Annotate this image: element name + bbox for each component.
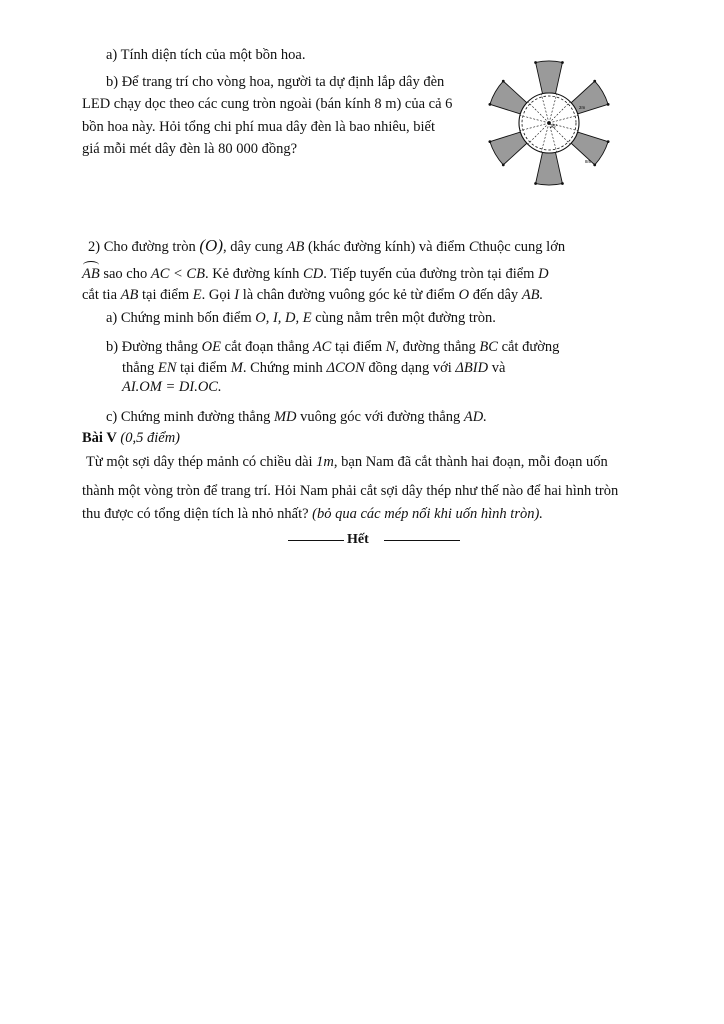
angle-label: 25° (550, 124, 558, 130)
q2b-text: đồng dạng với (368, 360, 452, 376)
question-1a: a) Tính diện tích của một bồn hoa. (106, 47, 306, 63)
q2-text: đến dây (472, 287, 519, 303)
q2c (106, 406, 487, 428)
q2c-line-MD: MD (273, 409, 297, 425)
bai5-text: , bạn Nam đã cắt thành hai đoạn, mỗi đoạn uốn (333, 454, 608, 470)
q2-diameter-CD: CD (303, 266, 324, 282)
q1b-line-3: bồn hoa này. Hỏi tổng chi phí mua dây đèn là bao nhiêu, biết (82, 118, 436, 135)
sector-corner-point (561, 182, 564, 185)
flower-bed-sector (536, 152, 563, 185)
sector-corner-point (502, 163, 505, 166)
bai5-length: 1m (316, 454, 334, 470)
sector-corner-point (561, 61, 564, 64)
q2b-text: thẳng (122, 360, 155, 376)
end-rule-right (384, 540, 460, 541)
q2-point-C: C (468, 239, 479, 255)
bai5-label: Bài V (82, 430, 117, 446)
q2b-point-M: M (230, 360, 243, 376)
q2-chord-AB: AB (286, 239, 305, 255)
sector-corner-point (593, 163, 596, 166)
q2b-text: b) Đường thẳng (106, 339, 199, 355)
sector-corner-point (488, 103, 491, 106)
q2b-text: cắt đường (501, 339, 560, 355)
q2b-text: . Chứng minh (242, 360, 323, 376)
q2-point-O: O (458, 287, 470, 303)
q1b-line-4: giá mỗi mét dây đèn là 80 000 đồng? (82, 141, 298, 158)
q2b-line-OE: OE (201, 339, 222, 355)
q2-text: 2) Cho đường tròn (88, 239, 196, 255)
q2-text: cắt tia (82, 287, 118, 303)
q2b-text: tại điểm (180, 360, 228, 376)
q2-line-3 (82, 284, 543, 306)
sector-corner-point (534, 61, 537, 64)
bai5-points: (0,5 điểm) (120, 430, 181, 446)
q2-text: là chân đường vuông góc kẻ từ điểm (242, 287, 455, 303)
q1b-line-1: b) Để trang trí cho vòng hoa, người ta dự định lắp dây đèn (106, 74, 445, 90)
q2b-text: cắt đoạn thẳng (224, 339, 310, 355)
bai5-line-1 (86, 451, 608, 473)
q2b-point-N: N (385, 339, 396, 355)
q2-circle-O: (O) (199, 236, 223, 255)
end-marker (288, 529, 460, 549)
q2-text: , dây cung (223, 239, 283, 255)
flower-bed-sector (536, 61, 563, 94)
q2-text: . Gọi (201, 287, 231, 303)
sector-corner-point (502, 80, 505, 83)
outer-radius-label: 8m (585, 159, 592, 164)
q2-text: tại điểm (142, 287, 190, 303)
q2b-equation: AI.OM = DI.OC. (122, 379, 222, 395)
bai5-note: (bỏ qua các mép nối khi uốn hình tròn). (312, 506, 543, 522)
q2-chord-AB-end: AB. (521, 287, 544, 303)
q2b-text: tại điểm (334, 339, 383, 355)
end-text: Hết (347, 532, 369, 547)
flower-bed-sector (490, 132, 527, 165)
q2-text: sao cho (103, 266, 148, 282)
bai5-line-2: thành một vòng tròn để trang trí. Hỏi Nam phải cắt sợi dây thép như thế nào để hai hình tròn (82, 483, 619, 499)
q2a (106, 307, 496, 329)
q2b-triangle-CON: ΔCON (326, 360, 365, 376)
q2b-line-BC: BC (479, 339, 498, 355)
q2-arc-AB: AB (82, 263, 100, 285)
question-1b (82, 71, 482, 161)
sector-corner-point (607, 103, 610, 106)
sector-corner-point (593, 80, 596, 83)
bai5-heading (82, 427, 180, 449)
q2b-triangle-BID: ΔBID (455, 360, 489, 376)
q2c-text: c) Chứng minh đường thẳng (106, 409, 271, 425)
q2-line-1 (88, 233, 565, 259)
q2-inequality: AC < CB (150, 266, 205, 282)
bai5-text: thu được có tổng diện tích là nhỏ nhất? (82, 506, 309, 522)
sector-corner-point (534, 182, 537, 185)
flower-bed-sector (571, 81, 608, 114)
q2-text: . Tiếp tuyến của đường tròn tại điểm (323, 266, 535, 282)
q2-text: thuộc cung lớn (478, 239, 566, 255)
q2c-text: vuông góc với đường thẳng (300, 409, 461, 425)
q2-point-E: E (192, 287, 202, 303)
q2-point-D: D (538, 266, 549, 282)
q2a-points: O, I, D, E (255, 310, 312, 326)
flower-bed-sector (490, 81, 527, 114)
bai5-text: Từ một sợi dây thép mảnh có chiều dài (86, 454, 313, 470)
q2-point-I: I (234, 287, 240, 303)
sector-corner-point (607, 140, 610, 143)
end-rule-left (288, 540, 344, 541)
q2b-segment-AC: AC (312, 339, 332, 355)
inner-length-label: 2m (579, 105, 586, 110)
q1b-line-2: LED chạy dọc theo các cung tròn ngoài (bán kính 8 m) của cả 6 (82, 96, 453, 113)
q2a-text: a) Chứng minh bốn điểm (106, 310, 252, 326)
q2b-text: , đường thẳng (395, 339, 476, 355)
flower-bed-figure (484, 48, 614, 198)
q2b-text: và (491, 360, 506, 376)
q2-text: (khác đường kính) và điểm (307, 239, 466, 255)
q2a-text: cùng nằm trên một đường tròn. (315, 310, 496, 326)
q2c-line-AD: AD. (463, 409, 487, 425)
q2-ray-AB: AB (120, 287, 139, 303)
bai5-line-3 (82, 503, 543, 525)
q2-text: . Kẻ đường kính (204, 266, 300, 282)
sector-corner-point (488, 140, 491, 143)
q2-line-2 (82, 263, 549, 285)
q2b-line-EN: EN (157, 360, 177, 376)
q2b-line-1 (106, 336, 559, 358)
